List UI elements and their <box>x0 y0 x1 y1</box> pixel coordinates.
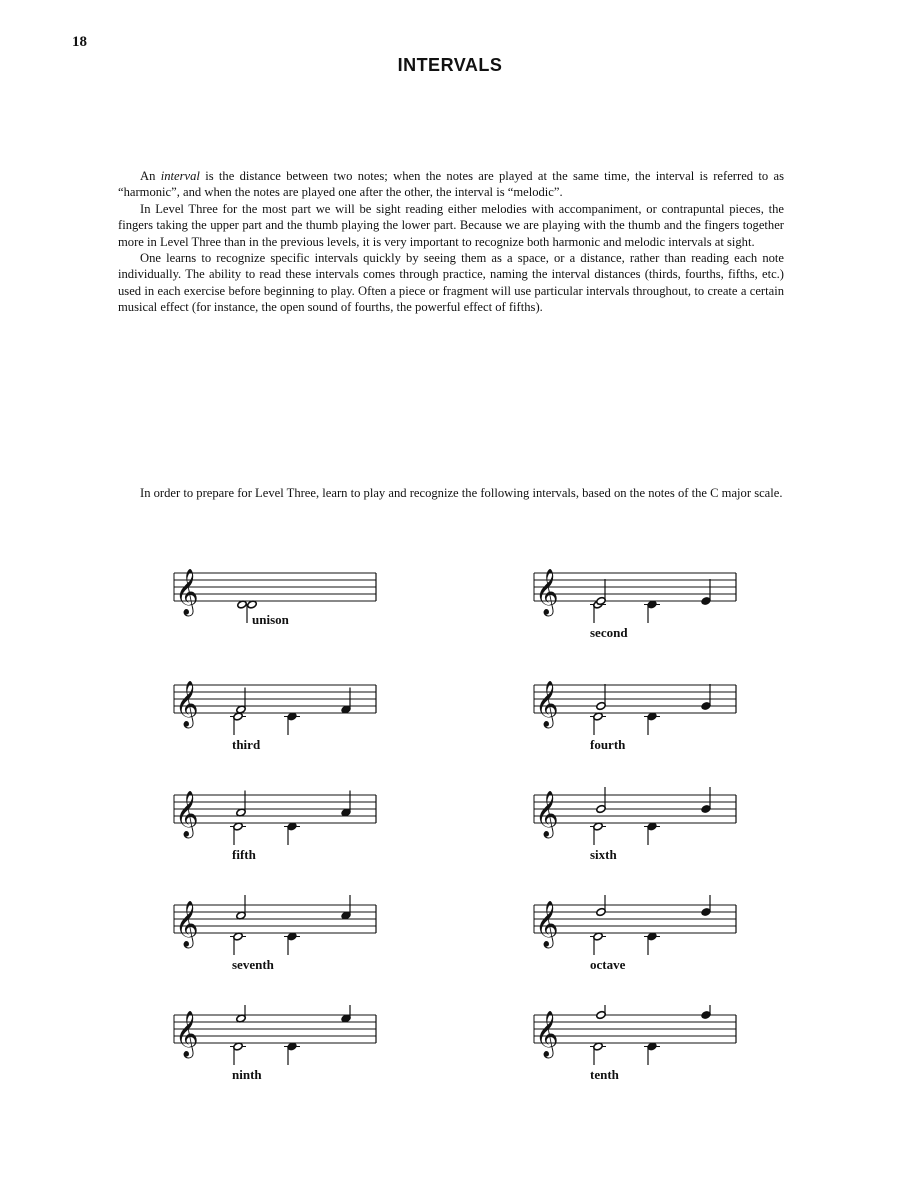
interval-example-fourth <box>532 675 738 752</box>
interval-example-third <box>172 675 378 752</box>
interval-term: interval <box>160 169 200 183</box>
treble-clef-icon: 𝄞 <box>175 1011 199 1057</box>
interval-label: third <box>232 737 261 752</box>
staff-seventh <box>172 895 378 955</box>
paragraph-3: One learns to recognize specific intervals quickly by seeing them as a space, or a distance, rather than reading each note individually. The ability to read these intervals comes through practice, naming the interval distances (thirds, fourths, fifths, etc.) used in each exercise before beginning to play. Often a piece or fragment will use particular intervals throughout, to create a certain musical effect (for instance, the open sound of fourths, the powerful effect of fifths). <box>118 251 784 315</box>
interval-example-second <box>532 563 738 640</box>
page-number: 18 <box>72 34 87 50</box>
interval-example-octave <box>532 895 738 972</box>
interval-label: second <box>590 625 628 640</box>
interval-example-fifth <box>172 785 378 862</box>
staff-ninth <box>172 1005 378 1065</box>
treble-clef-icon: 𝄞 <box>535 569 559 615</box>
interval-label: ninth <box>232 1067 262 1082</box>
treble-clef-icon: 𝄞 <box>535 791 559 837</box>
interval-label: fifth <box>232 847 256 862</box>
interval-example-ninth <box>172 1005 378 1082</box>
page-title: INTERVALS <box>397 55 503 75</box>
interval-label: unison <box>252 612 289 627</box>
intro-text <box>118 168 784 316</box>
interval-label: fourth <box>590 737 626 752</box>
staff-third <box>172 675 378 735</box>
interval-example-seventh <box>172 895 378 972</box>
paragraph-1-start: An <box>140 169 161 183</box>
interval-label: sixth <box>590 847 617 862</box>
staff-tenth <box>532 1005 738 1065</box>
staff-octave <box>532 895 738 955</box>
interval-example-tenth <box>532 1005 738 1082</box>
interval-example-unison <box>172 563 378 627</box>
treble-clef-icon: 𝄞 <box>535 681 559 727</box>
treble-clef-icon: 𝄞 <box>535 1011 559 1057</box>
paragraph-1-end: is the distance between two notes; when the notes are played at the same time, the interval is referred to as “harmonic”, and when the notes are played one after the other, the interval is “melodic”. <box>118 169 784 200</box>
treble-clef-icon: 𝄞 <box>175 681 199 727</box>
treble-clef-icon: 𝄞 <box>535 901 559 947</box>
paragraph-1 <box>118 168 784 201</box>
interval-label: seventh <box>232 957 274 972</box>
staff-second <box>532 563 738 623</box>
treble-clef-icon: 𝄞 <box>175 901 199 947</box>
treble-clef-icon: 𝄞 <box>175 569 199 615</box>
interval-label: octave <box>590 957 626 972</box>
interval-label: tenth <box>590 1067 619 1082</box>
paragraph-4: In order to prepare for Level Three, learn to play and recognize the following intervals, based on the notes of the C major scale. <box>140 486 783 500</box>
staff-sixth <box>532 785 738 845</box>
treble-clef-icon: 𝄞 <box>175 791 199 837</box>
staff-fifth <box>172 785 378 845</box>
interval-example-sixth <box>532 785 738 862</box>
paragraph-2: In Level Three for the most part we will be sight reading either melodies with accompaniment, or contrapuntal pieces, the fingers taking the upper part and the thumb playing the lower part. Because we are playing with the thumb and the fingers together more in Level Three than in the previous levels, it is very important to recognize both harmonic and melodic intervals at sight. <box>118 201 784 249</box>
staff-fourth <box>532 675 738 735</box>
